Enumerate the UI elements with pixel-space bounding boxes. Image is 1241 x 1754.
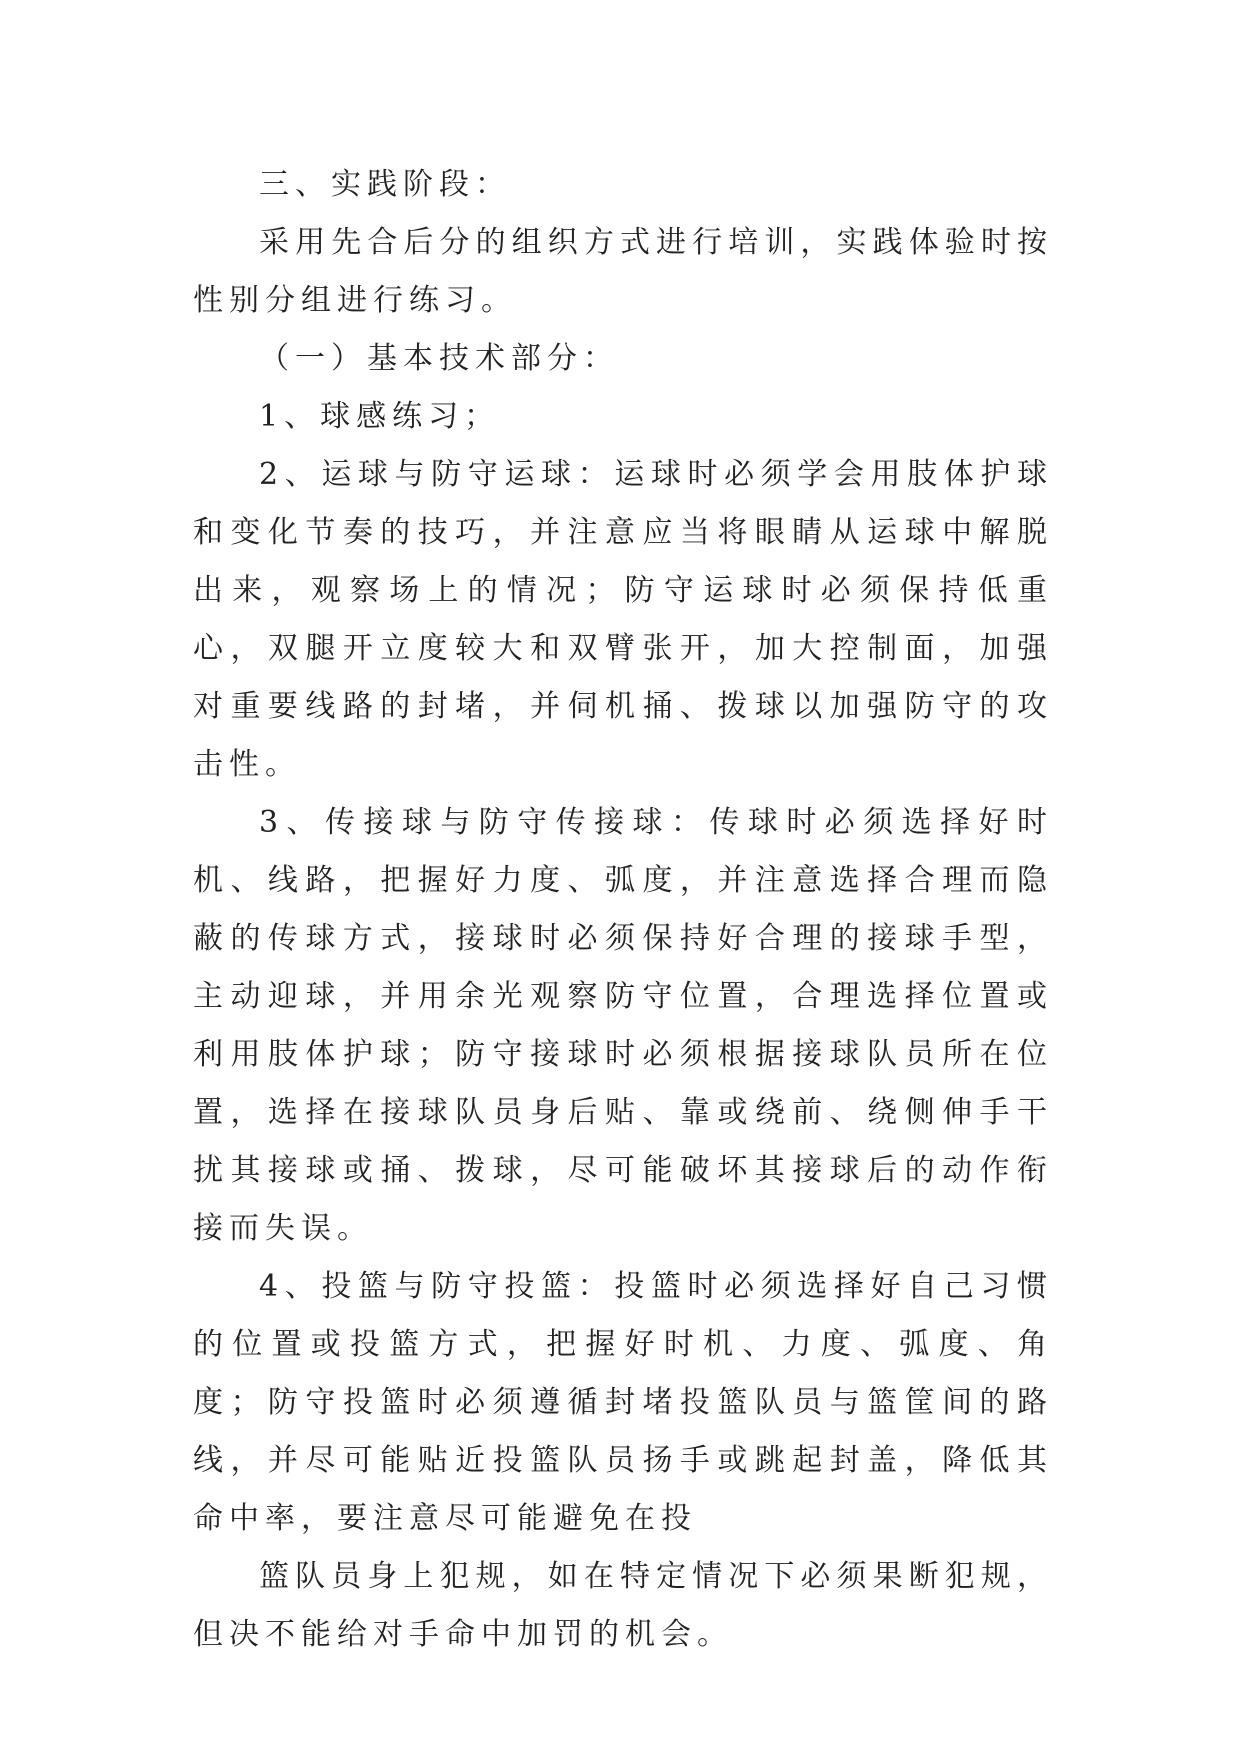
section-heading: 三、实践阶段： xyxy=(259,167,511,202)
subsection-heading: （一）基本技术部分： xyxy=(259,341,619,376)
document-body xyxy=(193,156,1053,1664)
intro-paragraph: 采用先合后分的组织方式进行培训，实践体验时按性别分组进行练习。 xyxy=(193,225,1053,318)
item-shooting-continued: 篮队员身上犯规，如在特定情况下必须果断犯规，但决不能给对手命中加罚的机会。 xyxy=(193,1559,1053,1652)
item-shooting: 4、投篮与防守投篮：投篮时必须选择好自己习惯的位置或投篮方式，把握好时机、力度、弧度、角度；防守投篮时必须遵循封堵投篮队员与篮筐间的路线，并尽可能贴近投篮队员扬手或跳起封盖，降低其命中率，要注意尽可能避免在投 xyxy=(193,1269,1053,1536)
item-passing: 3、传接球与防守传接球：传球时必须选择好时机、线路，把握好力度、弧度，并注意选择合理而隐蔽的传球方式，接球时必须保持好合理的接球手型，主动迎球，并用余光观察防守位置，合理选择位置或利用肢体护球；防守接球时必须根据接球队员所在位置，选择在接球队员身后贴、靠或绕前、绕侧伸手干扰其接球或捅、拨球，尽可能破坏其接球后的动作衔接而失误。 xyxy=(193,805,1053,1246)
item-ball-feel: 1、球感练习； xyxy=(259,399,501,434)
item-dribbling: 2、运球与防守运球：运球时必须学会用肢体护球和变化节奏的技巧，并注意应当将眼睛从运球中解脱出来，观察场上的情况；防守运球时必须保持低重心，双腿开立度较大和双臂张开，加大控制面，加强对重要线路的封堵，并伺机捅、拨球以加强防守的攻击性。 xyxy=(193,457,1053,782)
